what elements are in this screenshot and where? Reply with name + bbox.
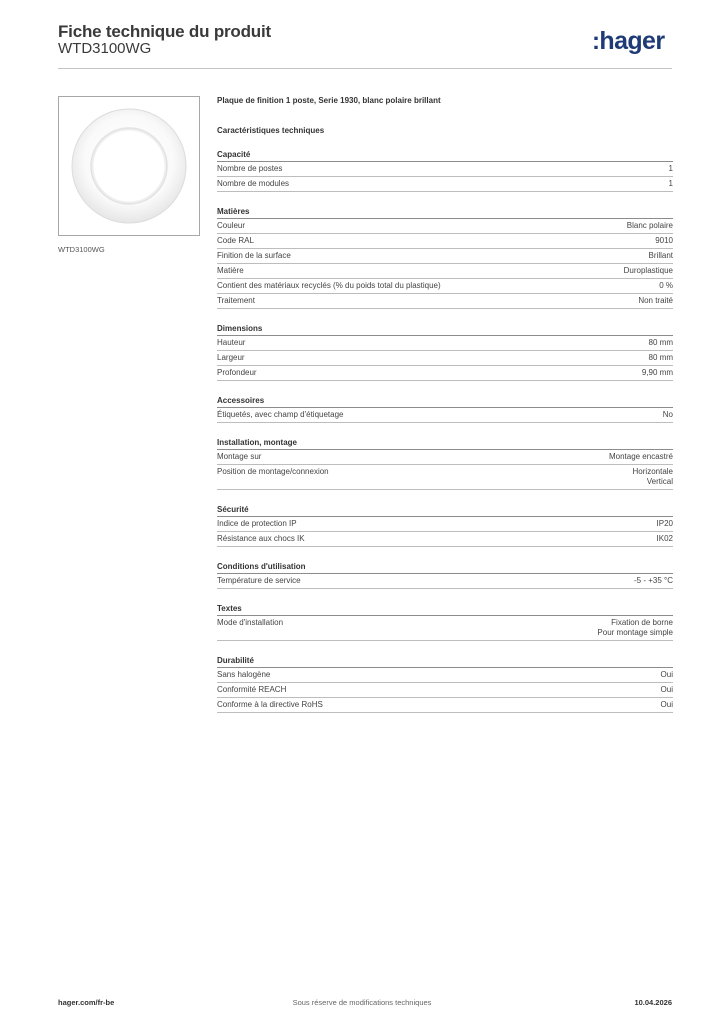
spec-label: Conformité REACH: [217, 685, 287, 694]
spec-label: Montage sur: [217, 452, 262, 461]
spec-value-line: 1: [668, 179, 673, 188]
spec-label: Position de montage/connexion: [217, 467, 329, 476]
section-title: Sécurité: [217, 505, 673, 517]
hager-logo[interactable]: [592, 27, 665, 56]
spec-label: Largeur: [217, 353, 245, 362]
spec-value-line: Horizontale: [632, 467, 673, 476]
spec-row: [217, 450, 673, 465]
spec-row: [217, 668, 673, 683]
spec-value: [657, 534, 673, 544]
spec-row: [217, 517, 673, 532]
spec-row: [217, 219, 673, 234]
spec-row: [217, 465, 673, 490]
spec-value-line: Vertical: [646, 477, 673, 486]
spec-value-line: Non traité: [638, 296, 673, 305]
spec-row: [217, 574, 673, 589]
spec-label: Contient des matériaux recyclés (% du poids total du plastique): [217, 281, 441, 290]
spec-value-line: 0 %: [659, 281, 673, 290]
spec-label: Indice de protection IP: [217, 519, 297, 528]
section-title: Matières: [217, 207, 673, 219]
spec-value: [609, 452, 673, 462]
spec-value-line: Oui: [660, 670, 673, 679]
spec-value: [624, 266, 673, 276]
spec-row: [217, 264, 673, 279]
spec-value-line: 9010: [655, 236, 673, 245]
spec-label: Couleur: [217, 221, 246, 230]
spec-section: [217, 324, 673, 381]
footer-disclaimer: Sous réserve de modifications techniques: [292, 998, 432, 1007]
section-title: Installation, montage: [217, 438, 673, 450]
spec-label: Nombre de postes: [217, 164, 283, 173]
spec-label: Étiquetés, avec champ d'étiquetage: [217, 410, 344, 419]
spec-sections: [217, 150, 673, 713]
spec-value: [638, 296, 673, 306]
spec-value-line: Oui: [660, 685, 673, 694]
logo-text: hager: [599, 27, 665, 55]
product-code: WTD3100WG: [58, 40, 152, 57]
spec-row: [217, 351, 673, 366]
spec-value: [657, 519, 673, 529]
spec-value-line: Fixation de borne: [611, 618, 673, 627]
section-title: Dimensions: [217, 324, 673, 336]
spec-value-line: IK02: [656, 534, 673, 543]
section-title: Accessoires: [217, 396, 673, 408]
spec-row: [217, 366, 673, 381]
spec-label: Matière: [217, 266, 244, 275]
spec-label: Résistance aux chocs IK: [217, 534, 305, 543]
spec-value: [669, 179, 673, 189]
spec-value: [649, 338, 673, 348]
spec-value-line: 1: [668, 164, 673, 173]
section-title: Textes: [217, 604, 673, 616]
spec-section: [217, 207, 673, 309]
spec-value: [642, 368, 673, 378]
spec-section: [217, 396, 673, 423]
spec-value-line: -5 - +35 °C: [634, 576, 673, 585]
spec-value-line: Montage encastré: [608, 452, 673, 461]
spec-label: Hauteur: [217, 338, 246, 347]
spec-value-line: IP20: [656, 519, 673, 528]
spec-value-line: 80 mm: [648, 338, 673, 347]
product-image: [58, 96, 200, 236]
spec-row: [217, 616, 673, 641]
spec-row: [217, 234, 673, 249]
spec-value-line: No: [662, 410, 673, 419]
section-title: Capacité: [217, 150, 673, 162]
spec-value: [633, 467, 673, 487]
spec-value: [669, 164, 673, 174]
spec-label: Finition de la surface: [217, 251, 291, 260]
spec-value: [649, 353, 673, 363]
spec-row: [217, 162, 673, 177]
spec-row: [217, 532, 673, 547]
spec-row: [217, 249, 673, 264]
tech-characteristics-title: Caractéristiques techniques: [217, 126, 325, 135]
spec-label: Conforme à la directive RoHS: [217, 700, 323, 709]
spec-value: [661, 700, 673, 710]
spec-value-line: Blanc polaire: [626, 221, 673, 230]
spec-section: [217, 150, 673, 192]
spec-section: [217, 438, 673, 490]
spec-value: [597, 618, 673, 638]
spec-value-line: Brillant: [648, 251, 673, 260]
spec-label: Mode d'installation: [217, 618, 284, 627]
spec-row: [217, 698, 673, 713]
spec-row: [217, 336, 673, 351]
spec-row: [217, 177, 673, 192]
spec-value-line: 80 mm: [648, 353, 673, 362]
spec-section: [217, 604, 673, 641]
spec-value: [655, 236, 673, 246]
spec-value: [659, 281, 673, 291]
spec-label: Profondeur: [217, 368, 257, 377]
spec-value: [661, 670, 673, 680]
spec-label: Code RAL: [217, 236, 254, 245]
spec-value-line: Oui: [660, 700, 673, 709]
footer-date: 10.04.2026: [634, 998, 672, 1007]
spec-row: [217, 279, 673, 294]
section-title: Conditions d'utilisation: [217, 562, 673, 574]
spec-value: [634, 576, 673, 586]
section-title: Durabilité: [217, 656, 673, 668]
footer-website[interactable]: hager.com/fr-be: [58, 998, 115, 1007]
spec-value: [649, 251, 673, 261]
spec-label: Nombre de modules: [217, 179, 290, 188]
spec-value-line: Pour montage simple: [597, 628, 673, 637]
spec-label: Traitement: [217, 296, 255, 305]
cover-plate-illustration: [59, 97, 199, 235]
spec-label: Sans halogène: [217, 670, 271, 679]
spec-section: [217, 656, 673, 713]
image-caption: WTD3100WG: [58, 245, 105, 254]
spec-row: [217, 294, 673, 309]
header-divider: [58, 68, 672, 69]
spec-value: [661, 685, 673, 695]
spec-value-line: Duroplastique: [623, 266, 673, 275]
spec-value-line: 9,90 mm: [641, 368, 673, 377]
spec-content: [217, 96, 673, 713]
document-title: Fiche technique du produit: [58, 22, 271, 41]
spec-label: Température de service: [217, 576, 301, 585]
product-description: Plaque de finition 1 poste, Serie 1930, blanc polaire brillant: [217, 96, 441, 105]
spec-row: [217, 408, 673, 423]
spec-value: [663, 410, 673, 420]
spec-value: [627, 221, 673, 231]
spec-section: [217, 505, 673, 547]
spec-row: [217, 683, 673, 698]
logo-dot: :: [592, 28, 600, 55]
spec-section: [217, 562, 673, 589]
